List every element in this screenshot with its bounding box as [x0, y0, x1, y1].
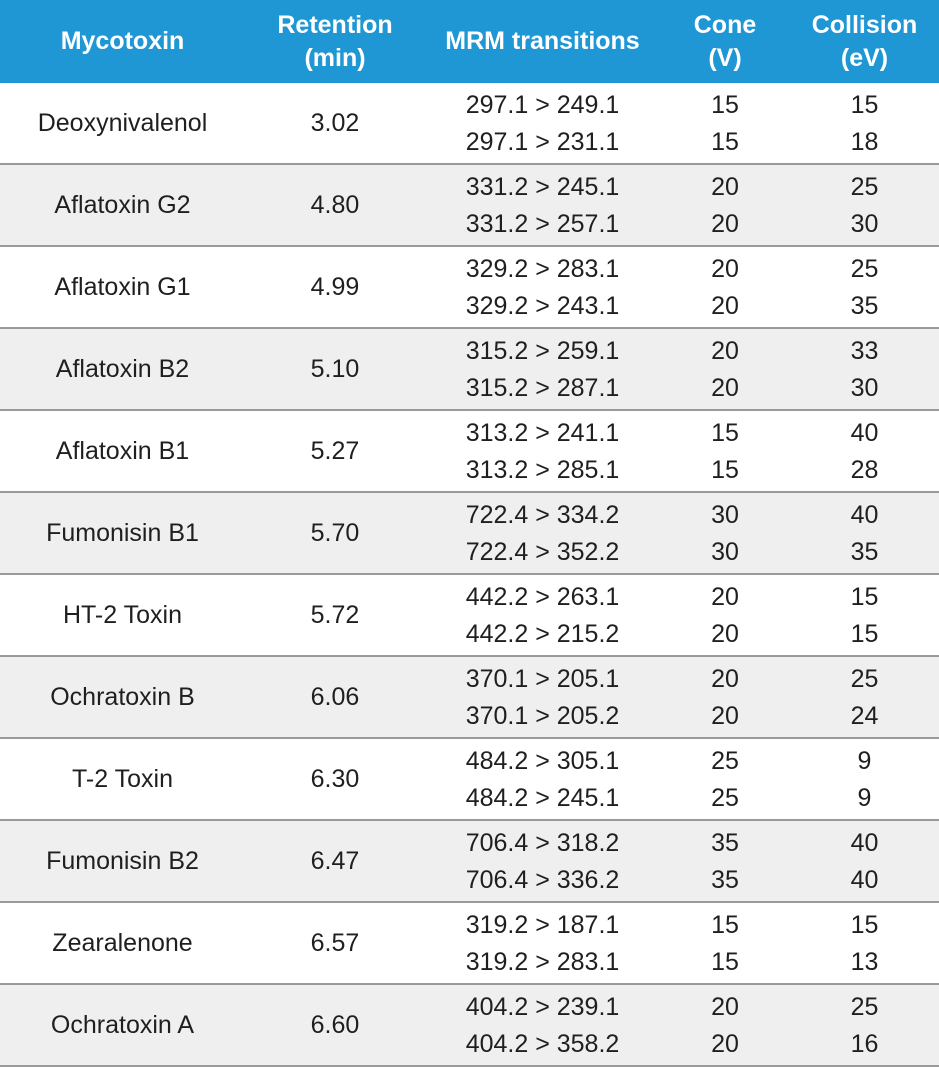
cone-value-secondary: 20	[711, 701, 739, 730]
mycotoxin-cell	[0, 902, 245, 984]
cone-cell	[660, 820, 790, 902]
mycotoxin-name: T-2 Toxin	[72, 764, 173, 793]
collision-value-secondary: 30	[850, 209, 879, 238]
mrm-transition-secondary: 404.2 > 358.2	[465, 1029, 620, 1058]
cone-value-secondary: 15	[711, 127, 739, 156]
mycotoxin-cell	[0, 410, 245, 492]
retention-value: 6.60	[310, 1010, 360, 1039]
cone-value-secondary: 15	[711, 947, 739, 976]
collision-value-primary: 33	[850, 336, 879, 365]
mrm-transition-primary: 315.2 > 259.1	[465, 336, 620, 365]
cone-cell	[660, 246, 790, 328]
header-collision-title: Collision	[811, 10, 918, 39]
retention-cell	[245, 246, 425, 328]
mrm-transition-secondary: 706.4 > 336.2	[465, 865, 620, 894]
mycotoxin-cell	[0, 492, 245, 574]
retention-value: 5.72	[310, 600, 360, 629]
collision-value-primary: 40	[850, 500, 879, 529]
mycotoxin-name: HT-2 Toxin	[62, 600, 183, 629]
mrm-transition-secondary: 484.2 > 245.1	[465, 783, 620, 812]
mycotoxin-name: Deoxynivalenol	[37, 108, 208, 137]
cone-value-primary: 35	[711, 828, 739, 857]
cone-value-secondary: 25	[711, 783, 739, 812]
mrm-transition-primary: 484.2 > 305.1	[465, 746, 620, 775]
mycotoxin-cell	[0, 820, 245, 902]
mycotoxin-cell	[0, 164, 245, 246]
collision-value-secondary: 15	[850, 619, 879, 648]
table-row	[0, 246, 939, 328]
mycotoxin-cell	[0, 83, 245, 164]
header-collision-unit: (eV)	[840, 43, 889, 72]
mycotoxin-name: Aflatoxin G2	[54, 190, 191, 219]
collision-value-secondary: 16	[850, 1029, 879, 1058]
cone-value-primary: 25	[711, 746, 739, 775]
table-row	[0, 656, 939, 738]
retention-cell	[245, 984, 425, 1066]
collision-cell	[790, 410, 939, 492]
retention-value: 6.57	[310, 928, 360, 957]
cone-value-primary: 20	[711, 992, 739, 1021]
mrm-transition-primary: 313.2 > 241.1	[465, 418, 620, 447]
table-body	[0, 83, 939, 1066]
cone-value-primary: 15	[711, 910, 739, 939]
collision-cell	[790, 574, 939, 656]
mycotoxin-name: Fumonisin B2	[46, 846, 199, 875]
collision-value-primary: 25	[850, 172, 879, 201]
mrm-transition-primary: 297.1 > 249.1	[465, 90, 620, 119]
retention-value: 4.99	[310, 272, 360, 301]
collision-cell	[790, 984, 939, 1066]
mrm-cell	[425, 656, 660, 738]
mrm-transition-primary: 329.2 > 283.1	[465, 254, 620, 283]
mrm-cell	[425, 492, 660, 574]
mrm-transition-secondary: 370.1 > 205.2	[465, 701, 620, 730]
table-row	[0, 574, 939, 656]
mrm-transition-secondary: 297.1 > 231.1	[465, 127, 620, 156]
retention-cell	[245, 902, 425, 984]
retention-value: 5.27	[310, 436, 360, 465]
cone-cell	[660, 574, 790, 656]
header-collision	[790, 0, 939, 83]
collision-value-primary: 40	[850, 828, 879, 857]
retention-cell	[245, 656, 425, 738]
mrm-cell	[425, 984, 660, 1066]
cone-cell	[660, 984, 790, 1066]
cone-value-primary: 20	[711, 664, 739, 693]
header-mrm-transitions: MRM transitions	[425, 0, 660, 83]
mrm-cell	[425, 820, 660, 902]
mrm-cell	[425, 902, 660, 984]
table-row	[0, 83, 939, 164]
header-mycotoxin: Mycotoxin	[0, 0, 245, 83]
retention-cell	[245, 820, 425, 902]
mrm-transition-primary: 331.2 > 245.1	[465, 172, 620, 201]
mycotoxin-cell	[0, 328, 245, 410]
collision-value-secondary: 9	[857, 783, 872, 812]
collision-value-secondary: 35	[850, 537, 879, 566]
cone-value-primary: 20	[711, 582, 739, 611]
mrm-transition-secondary: 331.2 > 257.1	[465, 209, 620, 238]
mycotoxin-cell	[0, 738, 245, 820]
cone-cell	[660, 164, 790, 246]
mrm-transition-primary: 722.4 > 334.2	[465, 500, 620, 529]
collision-cell	[790, 246, 939, 328]
header-row	[0, 0, 939, 83]
mycotoxin-cell	[0, 656, 245, 738]
mrm-transition-primary: 442.2 > 263.1	[465, 582, 620, 611]
mycotoxin-cell	[0, 574, 245, 656]
mrm-cell	[425, 83, 660, 164]
mycotoxin-name: Ochratoxin B	[50, 682, 195, 711]
retention-value: 5.10	[310, 354, 360, 383]
collision-cell	[790, 492, 939, 574]
collision-value-secondary: 30	[850, 373, 879, 402]
retention-value: 6.06	[310, 682, 360, 711]
collision-value-secondary: 18	[850, 127, 879, 156]
collision-value-primary: 25	[850, 664, 879, 693]
cone-cell	[660, 492, 790, 574]
mrm-cell	[425, 574, 660, 656]
collision-cell	[790, 738, 939, 820]
retention-cell	[245, 83, 425, 164]
table-row	[0, 328, 939, 410]
collision-cell	[790, 83, 939, 164]
retention-value: 6.30	[310, 764, 360, 793]
retention-cell	[245, 328, 425, 410]
collision-value-primary: 15	[850, 910, 879, 939]
collision-value-secondary: 40	[850, 865, 879, 894]
cone-value-secondary: 35	[711, 865, 739, 894]
mrm-transition-primary: 319.2 > 187.1	[465, 910, 620, 939]
collision-value-primary: 25	[850, 992, 879, 1021]
cone-value-secondary: 20	[711, 619, 739, 648]
table-row	[0, 410, 939, 492]
mycotoxin-name: Aflatoxin G1	[54, 272, 191, 301]
header-cone-unit: (V)	[708, 43, 742, 72]
mycotoxin-name: Fumonisin B1	[46, 518, 199, 547]
header-retention-title: Retention	[277, 10, 393, 39]
table-row	[0, 984, 939, 1066]
mrm-transition-secondary: 329.2 > 243.1	[465, 291, 620, 320]
mrm-cell	[425, 246, 660, 328]
collision-value-secondary: 28	[850, 455, 879, 484]
cone-value-primary: 20	[711, 254, 739, 283]
cone-value-secondary: 20	[711, 1029, 739, 1058]
retention-value: 6.47	[310, 846, 360, 875]
cone-value-secondary: 30	[711, 537, 739, 566]
collision-cell	[790, 164, 939, 246]
mycotoxin-name: Aflatoxin B1	[55, 436, 190, 465]
retention-cell	[245, 492, 425, 574]
collision-value-primary: 25	[850, 254, 879, 283]
header-cone	[660, 0, 790, 83]
cone-value-secondary: 20	[711, 209, 739, 238]
collision-value-secondary: 24	[850, 701, 879, 730]
retention-cell	[245, 410, 425, 492]
header-cone-title: Cone	[693, 10, 757, 39]
cone-value-secondary: 20	[711, 291, 739, 320]
retention-value: 3.02	[310, 108, 360, 137]
mrm-cell	[425, 164, 660, 246]
mrm-transition-secondary: 442.2 > 215.2	[465, 619, 620, 648]
collision-cell	[790, 328, 939, 410]
table-header	[0, 0, 939, 83]
retention-value: 5.70	[310, 518, 360, 547]
mycotoxin-cell	[0, 246, 245, 328]
header-retention-unit: (min)	[304, 43, 366, 72]
collision-value-primary: 40	[850, 418, 879, 447]
mrm-cell	[425, 410, 660, 492]
mrm-transition-secondary: 319.2 > 283.1	[465, 947, 620, 976]
header-retention	[245, 0, 425, 83]
collision-value-primary: 9	[857, 746, 872, 775]
retention-value: 4.80	[310, 190, 360, 219]
cone-cell	[660, 83, 790, 164]
cone-value-secondary: 15	[711, 455, 739, 484]
mrm-transition-secondary: 313.2 > 285.1	[465, 455, 620, 484]
table-row	[0, 164, 939, 246]
retention-cell	[245, 164, 425, 246]
cone-cell	[660, 656, 790, 738]
collision-value-primary: 15	[850, 582, 879, 611]
mycotoxin-name: Zearalenone	[52, 928, 193, 957]
mycotoxin-cell	[0, 984, 245, 1066]
table-row	[0, 820, 939, 902]
collision-cell	[790, 820, 939, 902]
table-row	[0, 492, 939, 574]
mrm-transition-primary: 370.1 > 205.1	[465, 664, 620, 693]
mrm-transition-secondary: 722.4 > 352.2	[465, 537, 620, 566]
mycotoxin-name: Ochratoxin A	[50, 1010, 195, 1039]
cone-cell	[660, 902, 790, 984]
mrm-transition-secondary: 315.2 > 287.1	[465, 373, 620, 402]
cone-value-primary: 15	[711, 418, 739, 447]
mycotoxin-name: Aflatoxin B2	[55, 354, 190, 383]
collision-value-primary: 15	[850, 90, 879, 119]
collision-value-secondary: 35	[850, 291, 879, 320]
cone-cell	[660, 410, 790, 492]
cone-value-primary: 30	[711, 500, 739, 529]
collision-value-secondary: 13	[850, 947, 879, 976]
collision-cell	[790, 656, 939, 738]
mrm-cell	[425, 328, 660, 410]
cone-value-primary: 15	[711, 90, 739, 119]
cone-value-primary: 20	[711, 172, 739, 201]
table-row	[0, 738, 939, 820]
collision-cell	[790, 902, 939, 984]
cone-value-primary: 20	[711, 336, 739, 365]
retention-cell	[245, 574, 425, 656]
table-row	[0, 902, 939, 984]
cone-cell	[660, 328, 790, 410]
mrm-transition-primary: 706.4 > 318.2	[465, 828, 620, 857]
retention-cell	[245, 738, 425, 820]
mrm-transition-primary: 404.2 > 239.1	[465, 992, 620, 1021]
cone-value-secondary: 20	[711, 373, 739, 402]
cone-cell	[660, 738, 790, 820]
mrm-cell	[425, 738, 660, 820]
